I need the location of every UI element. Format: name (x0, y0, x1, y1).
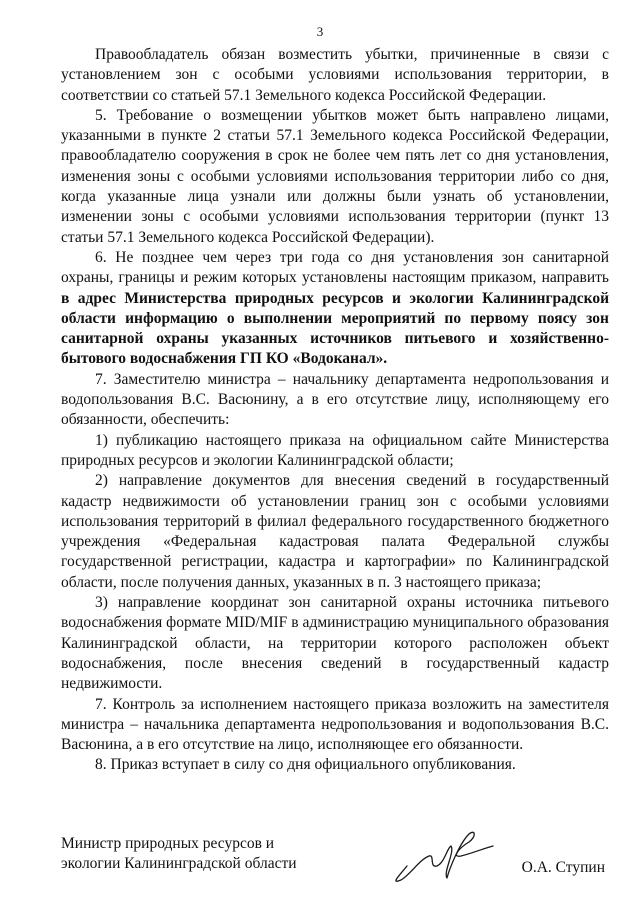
paragraph-compensation: Правообладатель обязан возместить убытки, причиненные в связи с установлением зон с особыми условиями использования территории, в соответствии со статьей 57.1 Земельного кодекса Российской Федерации. (61, 46, 609, 104)
signature-block (61, 834, 609, 894)
paragraph-5: 5. Требование о возмещении убытков может быть направлено лицами, указанными в пункте 2 статьи 57.1 Земельного кодекса Российской Федерации, правообладателю сооружения в срок не более чем пять лет со дня установления, изменения зоны с особыми условиями использования территории либо со дня, когда указанные лица узнали или должны были узнать об установлении, изменении зоны с особыми условиями использования территории (пункт 13 статьи 57.1 Земельного кодекса Российской Федерации). (61, 106, 609, 246)
paragraph-7-item-3: 3) направление координат зон санитарной охраны источника питьевого водоснабжения формате MID/MIF в администрацию муниципального образования Калининградской области, на территории которого расположен объект водоснабжения, после внесения сведений в государственный кадастр недвижимости. (61, 594, 609, 693)
paragraph-6 (61, 248, 609, 370)
page-number: 3 (316, 24, 324, 39)
paragraph-7: 7. Заместителю министра – начальнику департамента недропользования и водопользования В.С. Васюнину, а в его отсутствие лицу, исполняющему его обязанности, обеспечить: (61, 370, 609, 429)
signatory-position-line-1: Министр природных ресурсов и (61, 835, 275, 852)
paragraph-control: 7. Контроль за исполнением настоящего приказа возложить на заместителя министра – начальника департамента недропользования и водопользования В.С. Васюнина, а в его отсутствие на лицо, исполняющее его обязанности. (61, 695, 609, 754)
paragraph-6-text: 6. Не позднее чем через три года со дня установления зон санитарной охраны, границы и режим которых установлены настоящим приказом, направить (61, 248, 609, 287)
paragraph-effective: 8. Приказ вступает в силу со дня официального опубликования. (95, 756, 516, 774)
signatory-name: О.А. Ступин (521, 859, 605, 876)
signatory-position (61, 834, 297, 875)
paragraph-7-item-1: 1) публикацию настоящего приказа на официальном сайте Министерства природных ресурсов и экологии Калининградской области; (61, 431, 609, 469)
paragraph-7-item-2: 2) направление документов для внесения сведений в государственный кадастр недвижимости об установлении границ зон с особыми условиями использования территорий в филиал федерального государственного бюджетного учреждения «Федеральная кадастровая палата Федеральной службы государственной регистрации, кадастра и картографии» по Калининградской области, после получения данных, указанных в п. 3 настоящего приказа; (61, 472, 609, 591)
paragraph-6-bold-text: в адрес Министерства природных ресурсов и экологии Калининградской области информацию о выполнении мероприятий по первому поясу зон санитарной охраны указанных источников питьевого и хозяйственно-бытового водоснабжения ГП КО «Водоканал». (61, 289, 609, 368)
signatory-position-line-2: экологии Калининградской области (61, 855, 297, 873)
handwritten-signature (389, 826, 499, 888)
document-body (61, 45, 609, 776)
